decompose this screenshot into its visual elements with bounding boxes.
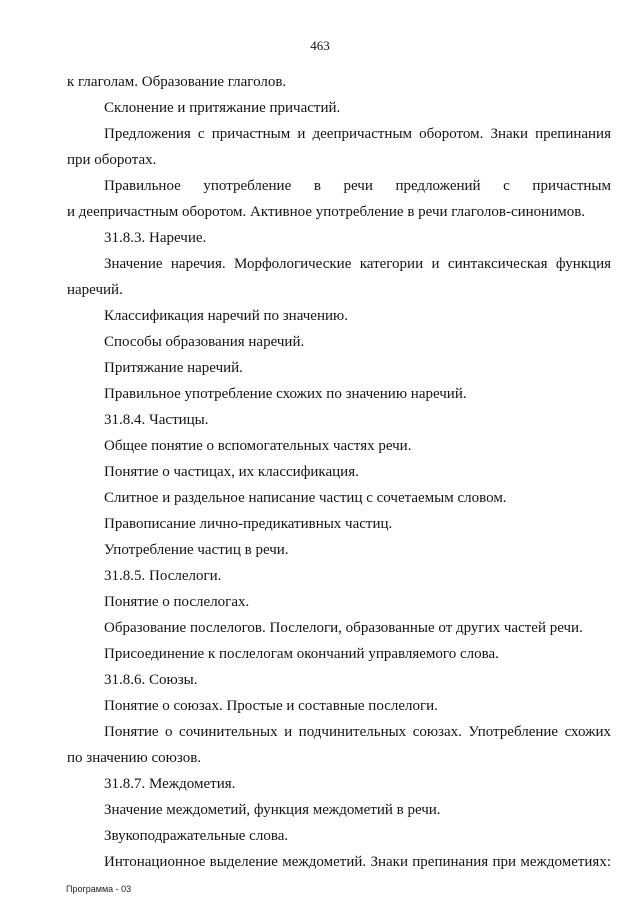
section-heading: 31.8.5. Послелоги. — [104, 568, 222, 584]
section-heading: 31.8.4. Частицы. — [104, 412, 209, 428]
text-line: Понятие о союзах. Простые и составные послелоги. — [104, 698, 438, 714]
document-body — [67, 69, 611, 875]
text-line: Значение наречия. Морфологические категории и синтаксическая функция — [104, 256, 611, 272]
text-line: Притяжание наречий. — [104, 360, 243, 376]
text-line: Способы образования наречий. — [104, 334, 305, 350]
page-number: 463 — [310, 38, 330, 53]
text-line: Правильное употребление в речи предложений с причастным — [104, 178, 611, 194]
text-line: Употребление частиц в речи. — [104, 542, 289, 558]
text-line: Предложения с причастным и деепричастным оборотом. Знаки препинания — [104, 126, 611, 142]
text-line: наречий. — [67, 282, 123, 298]
text-line: Значение междометий, функция междометий в речи. — [104, 802, 441, 818]
text-line: Понятие о сочинительных и подчинительных союзах. Употребление схожих — [104, 724, 611, 740]
text-line: Понятие о частицах, их классификация. — [104, 464, 359, 480]
text-line: Правописание лично-предикативных частиц. — [104, 516, 393, 532]
text-line: Классификация наречий по значению. — [104, 308, 348, 324]
text-line: при оборотах. — [67, 152, 157, 168]
text-line: Правильное употребление схожих по значению наречий. — [104, 386, 467, 402]
text-line: Присоединение к послелогам окончаний управляемого слова. — [104, 646, 499, 662]
footer-label: Программа - 03 — [66, 884, 132, 894]
text-line: Понятие о послелогах. — [104, 594, 250, 610]
text-line: Слитное и раздельное написание частиц с сочетаемым словом. — [104, 490, 507, 506]
text-line: Интонационное выделение междометий. Знаки препинания при междометиях: — [104, 854, 611, 870]
text-line: Образование послелогов. Послелоги, образованные от других частей речи. — [104, 620, 583, 636]
section-heading: 31.8.7. Междометия. — [104, 776, 236, 792]
section-heading: 31.8.3. Наречие. — [104, 230, 207, 246]
text-line: Склонение и притяжание причастий. — [104, 100, 341, 116]
text-line: и деепричастным оборотом. Активное употребление в речи глаголов-синонимов. — [67, 204, 586, 220]
section-heading: 31.8.6. Союзы. — [104, 672, 198, 688]
text-line: Общее понятие о вспомогательных частях речи. — [104, 438, 412, 454]
text-line: по значению союзов. — [67, 750, 202, 766]
text-line: к глаголам. Образование глаголов. — [67, 74, 287, 90]
text-line: Звукоподражательные слова. — [104, 828, 289, 844]
